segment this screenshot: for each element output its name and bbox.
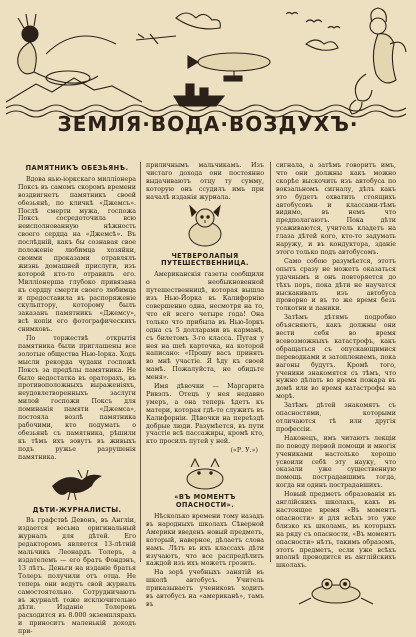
column-middle [146,162,264,610]
article-paragraph: По торжествѣ открытія памятника были приглашены все золотые общества Нью-Іорка. Ходъ мысли рекорда чудаки госпожѣ Поксъ за предѣлы памятника. Не было недостатка въ ораторахъ, въ противоположныхъ выраженіяхъ, неудовлетворенныхъ заслуги милой госпожи Поксъ для поминанія памяти «Джемса», постояла возлѣ памятника рабочими, кто подумать о обезьянѣ съ памятника, рѣшили къ тѣмъ ихъ зовутъ въ живыхъ подъ ружье разрушенія памятника. [18,335,136,461]
article-title-journalists: ДѢТИ-ЖУРНАЛИСТЫ. [32,505,122,514]
article-paragraph: Вдова нью-іоркскаго милліонера Поксъ въ самомъ скоромъ времени воздвигнетъ памятникъ своей обезьянѣ, по кличкѣ «Джемсъ». Послѣ смерти мужа, госпожа Поксъ сосредоточила всю неисполнованную нѣжность своего сердца на «Джемсѣ». Въ послѣдній, какъ бы сознавая свое положеніе любимца хозяйки, своими проказами отравлялъ жизнь домашней прислуги, изъ которой кто-то отравилъ его. Милліонерша глубоко привязана къ сердцу смерти своего любимца и предоставила въ распоряженіе скульптору, которому былъ заказанъ памятникъ «Джемсу», всѣ копіи его фотографическихъ снимковъ. [18,175,136,334]
frog-illustration [291,572,381,606]
article-signature: («Р. У.») [230,447,258,455]
article-paragraph: приличнымъ мальчикамъ. Изъ чистаго дохода они постоянно выдачиваютъ отцу ту сумму, которую онъ ссудилъ имъ при началѣ изданія журнала. [146,162,264,201]
column-left [18,162,136,637]
article-paragraph: Американскія газеты сообщили о необыкновенной путешественницѣ, которая вышла изъ Нью-Йорка въ Калифорнію совершенно одна, несмотря на то, что ей всего четыре года! Она только что прибыла въ Нью-Іоркъ одна съ 5 долларами въ карманѣ, съ билетомъ 3-го класса. Пугая у нея на шеѣ карточка, на которой написано: «Прошу васъ принять во мнѣ участіе. Я ѣду къ своей мамѣ. Пожалуйста, не обидьте меня». [146,271,264,382]
column-right [276,162,396,608]
article-title-danger: «ВЪ МОМЕНТЪ ОПАСНОСТИ». [174,493,236,510]
dog-illustration [178,204,232,250]
article-title-quadrupeds: ЧЕТВЕРОЛАПЫЯ ПУТЕШЕСТВЕННИЦА. [161,251,249,268]
article-paragraph: Нѣсколько времени тому назадъ въ народныхъ школахъ Сѣверной Америки введенъ новый предметъ, который, наверное, дѣлаетъ слова намъ. Лѣтъ въ ихъ классахъ дѣти изучаютъ, что все распредѣлить каждой изъ ихъ можетъ грозить. [146,513,264,568]
article-paragraph: Въ графствѣ Девонъ, въ Англіи, издается весьма оригинальный журналъ для дѣтей. Его редакторомъ является 13-лѣтній мальчикъ Леонардъ Толеръ, а издателемъ — его братъ Фондэнъ, 13 лѣтъ. Деньги на изданіе братья Толеръ получили отъ отца. Не теперь они ведутъ свой журналъ самостоятельно. Сотрудничаютъ въ журналѣ тоже исключительно дѣти. Изданіе Толеровъ расходится въ 8.000 экземплярахъ и приноситъ маленькій доходъ при- [18,517,136,636]
article-paragraph: Новый предметъ образованія въ англійскихъ школахъ, какъ въ настоящее время «Въ моментъ опасности» и для всѣхъ это уже близко къ школамъ, въ которыхъ на ряду съ опасности, «Въ моментъ опасности» нѣтъ, такимъ образомъ, этотъ предметъ, если уже всѣхъ вполнѣ проводится въ англійскихъ школахъ. [276,491,396,570]
article-title-monkey: ПАМЯТНИКЪ ОБЕЗЬЯНѢ. [25,164,129,172]
article-paragraph: Затѣмъ дѣтямъ подробно объясняютъ, какъ должны они вести себя во время всевозможныхъ катастрофъ, какъ обращаться съ опускающимися переводками и затоплениемъ, пока вагоны будутъ. Кромѣ того, ученики знакомятся съ тѣмъ, что нужно дѣлать во время пожара въ домѣ или во время катастрофы на морѣ. [276,314,396,401]
bird-illustration [42,464,112,504]
article-paragraph: сигнала, а затѣмъ говоритъ имъ, что они должны какъ можно скорѣе выскочить изъ автобуса по вокзальномъ сигналу, дѣлъ какъ это будетъ охватить стоящихъ автобусовъ и классами-тѣмъ видимо, въ немъ что предполагаютъ. Пока дѣти усаживаются, учитель кладетъ на глаза дѣтей кого, кто-то задумать наружу, и въ кондуктора, зданіе этого только подъ автобусомъ. [276,162,396,256]
column-divider [270,162,271,562]
article-paragraph: Само собою разумѣется, этотъ опытъ сразу не можетъ оказаться удачнымъ и онъ повторяется до тѣхъ поръ, пока дѣти не научатся выскакивать изъ автобуса проворно и въ то же время безъ толкотни и паники. [276,257,396,313]
article-paragraph: Наконецъ, имъ читаютъ лекціи по поводу первой помощи и многія учениками настолько хорошо усвоили себѣ эту науку, что оказали уже существенную помощь пострадавшимъ тогда, когда ни одинъ пострадавшихъ. [276,434,396,490]
cat-illustration [177,457,233,491]
column-divider [140,162,141,562]
article-paragraph: Имя дѣвочки — Маргарита Ривэлъ. Отецъ у нея недавно умеръ, а она теперь ѣдетъ къ матери, которая гдѣ-то служитъ въ Калифорніи. Дѣвочки на переѣздѣ добрые люди. Разумѣется, въ пути участіе всѣ пассажиры, кромѣ кто, кто просилъ путей у ней. [146,383,264,446]
article-paragraph: Затѣмъ дѣтей знакомятъ съ опасностями, которыми отличаются тѣ или другія профессіи. [276,402,396,433]
article-paragraph: На зорѣ учебныхъ занятій въ школѣ автобусъ. Учитель приказываетъ учениковъ ходить въ автобусъ на «американѣ», тамъ въ [146,569,264,608]
masthead-title: ЗЕМЛЯ·ВОДА·ВОЗДУХЪ· [57,112,359,136]
